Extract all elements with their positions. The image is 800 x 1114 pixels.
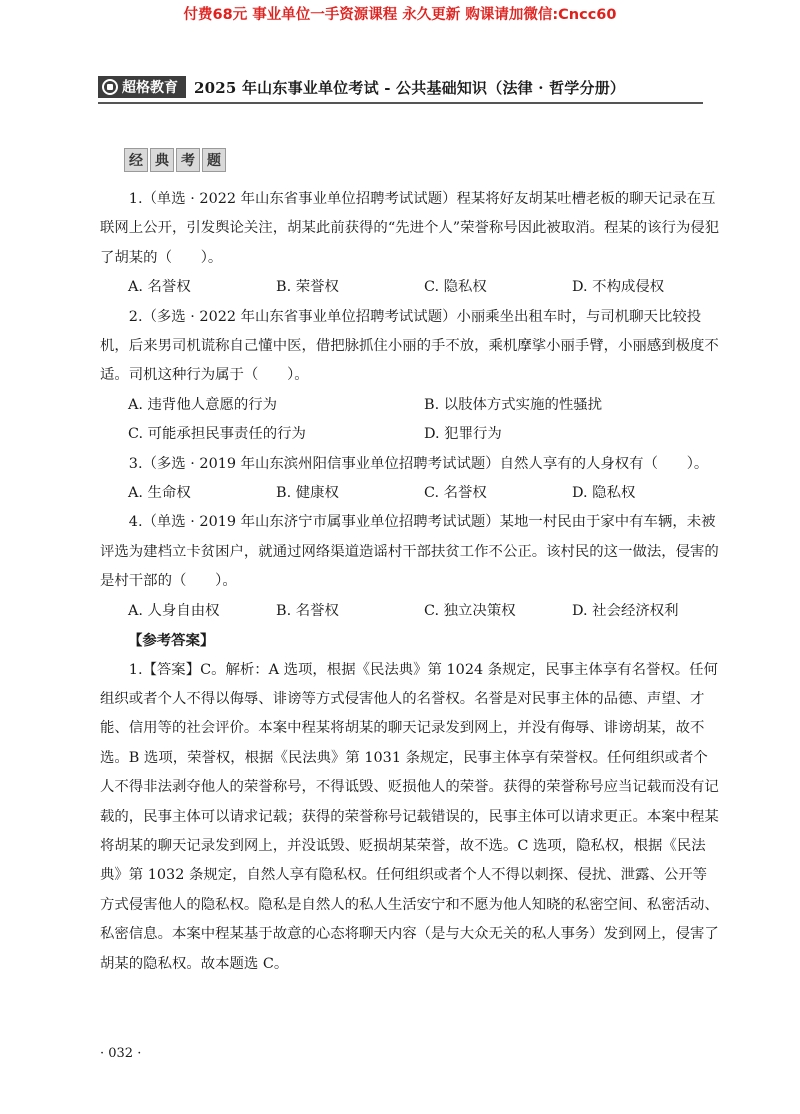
option-a: A. 名誉权 [128, 279, 191, 296]
main-content [100, 185, 720, 979]
logo-icon [102, 79, 118, 95]
question-2-options-row2 [100, 420, 720, 449]
option-a: A. 违背他人意愿的行为 [128, 396, 278, 413]
option-a: A. 生命权 [128, 485, 191, 502]
question-3-options [100, 479, 720, 508]
question-1-text: 1.（单选 · 2022 年山东省事业单位招聘考试试题）程某将好友胡某吐槽老板的聊天记录在互联网上公开，引发舆论关注，胡某此前获得的“先进个人”荣誉称号因此被取消。程某的该行为侵犯了胡某的（ ）。 [100, 191, 720, 266]
header-divider [98, 102, 703, 104]
option-a: A. 人身自由权 [128, 602, 220, 619]
option-d: D. 隐私权 [572, 485, 636, 502]
answer-heading: 【参考答案】 [128, 632, 215, 650]
option-b: B. 健康权 [276, 485, 339, 502]
section-title-char: 典 [150, 148, 174, 172]
question-4-text: 4.（单选 · 2019 年山东济宁市属事业单位招聘考试试题）某地一村民由于家中有车辆，未被评选为建档立卡贫困户，就通过网络渠道造谣村干部扶贫工作不公正。该村民的这一做法，侵害的是村干部的（ ）。 [100, 514, 719, 590]
option-d: D. 不构成侵权 [572, 279, 665, 296]
question-3-text: 3.（多选 · 2019 年山东滨州阳信事业单位招聘考试试题）自然人享有的人身权有（ ）。 [128, 455, 709, 472]
option-c: C. 隐私权 [424, 279, 487, 296]
option-d: D. 社会经济权利 [572, 602, 679, 619]
logo-text: 超格教育 [122, 80, 178, 96]
question-2-text: 2.（多选 · 2022 年山东省事业单位招聘考试试题）小丽乘坐出租车时，与司机聊天比较投机，后来男司机谎称自己懂中医，借把脉抓住小丽的手不放，乘机摩挲小丽手臂，小丽感到极度不适。司机这种行为属于（ ）。 [100, 308, 719, 384]
book-title: 2025 年山东事业单位考试 - 公共基础知识（法律 · 哲学分册） [194, 78, 626, 97]
section-title-char: 题 [202, 148, 226, 172]
page-header [98, 75, 718, 99]
section-title-char: 经 [124, 148, 148, 172]
promo-banner: 付费68元 事业单位一手资源课程 永久更新 购课请加微信:Cncc60 [183, 7, 617, 23]
question-1-options [100, 273, 720, 302]
option-b: B. 荣誉权 [276, 279, 339, 296]
question-4-options [100, 597, 720, 626]
section-title [124, 148, 228, 172]
question-2-options-row1 [100, 391, 720, 420]
answer-explanation: 1.【答案】C。解析：A 选项，根据《民法典》第 1024 条规定，民事主体享有名誉权。任何组织或者个人不得以侮辱、诽谤等方式侵害他人的名誉权。名誉是对民事主体的品德、声望、才能、信用等的社会评价。本案中程某将胡某的聊天记录发到网上，并没有侮辱、诽谤胡某，故不选。B 选项，荣誉权，根据《民法典》第 1031 条规定，民事主体享有荣誉权。任何组织或者个人不得非法剥夺他人的荣誉称号，不得诋毁、贬损他人的荣誉。获得的荣誉称号应当记载而没有记载的，民事主体可以请求记载；获得的荣誉称号记载错误的，民事主体可以请求更正。本案中程某将胡某的聊天记录发到网上，并没诋毁、贬损胡某荣誉，故不选。C 选项，隐私权，根据《民法典》第 1032 条规定，自然人享有隐私权。任何组织或者个人不得以刺探、侵扰、泄露、公开等方式侵害他人的隐私权。隐私是自然人的私人生活安宁和不愿为他人知晓的私密空间、私密活动、私密信息。本案中程某基于故意的心态将聊天内容（是与大众无关的私人事务）发到网上，侵害了胡某的隐私权。故本题选 C。 [100, 661, 719, 972]
option-c: C. 名誉权 [424, 485, 487, 502]
publisher-logo [98, 76, 186, 98]
section-title-char: 考 [176, 148, 200, 172]
option-b: B. 以肢体方式实施的性骚扰 [424, 396, 603, 413]
option-c: C. 独立决策权 [424, 602, 516, 619]
option-b: B. 名誉权 [276, 602, 339, 619]
page-number: · 032 · [100, 1046, 142, 1061]
option-c: C. 可能承担民事责任的行为 [128, 426, 306, 443]
option-d: D. 犯罪行为 [424, 426, 502, 443]
